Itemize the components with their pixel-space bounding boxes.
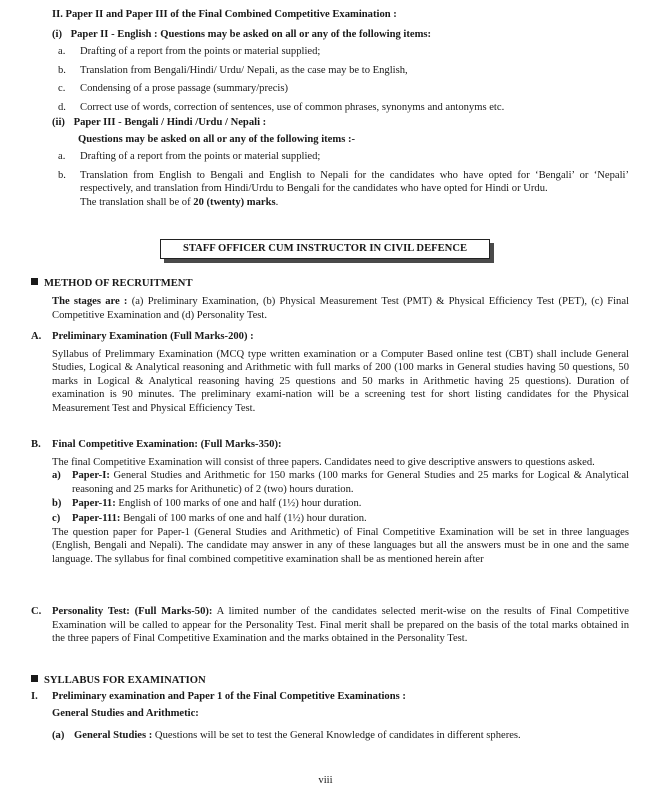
section-marker: A. bbox=[31, 331, 42, 342]
section-c bbox=[31, 605, 629, 646]
item-text: Drafting of a report from the points or material supplied; bbox=[80, 46, 321, 57]
section-a-heading bbox=[31, 330, 629, 344]
section-b bbox=[31, 438, 629, 566]
item-text: Translation from Bengali/Hindi/ Urdu/ Nepali, as the case may be to English, bbox=[80, 64, 408, 76]
section-b-heading bbox=[31, 438, 629, 452]
list-item bbox=[58, 101, 629, 115]
general-studies-body: Questions will be set to test the General Knowledge of candidates in different spheres. bbox=[152, 730, 521, 741]
paper3-heading bbox=[52, 116, 629, 130]
marks-post: . bbox=[275, 196, 279, 208]
syllabus-i-sub: General Studies and Arithmetic: bbox=[52, 707, 199, 719]
section-marker: B. bbox=[31, 439, 41, 450]
item-marker: (i) bbox=[52, 29, 62, 40]
general-studies-label: General Studies : bbox=[74, 730, 153, 741]
general-studies-text bbox=[52, 729, 629, 743]
item-marker: (ii) bbox=[52, 117, 65, 128]
paper3-heading-text: Paper III - Bengali / Hindi /Urdu / Nepali : bbox=[73, 117, 267, 128]
marks-pre: The translation shall be of bbox=[80, 196, 194, 208]
paper2-english-heading bbox=[52, 28, 629, 42]
section-c-body: A limited number of the candidates selected merit-wise on the results of Final Competitive Examination will be called to appear for the Personality Test. Final merit shall be prepared on the basis of the total marks obtained in the three papers of Final Competitive Examination and the marks obtained in the Personality Test. bbox=[52, 606, 629, 645]
section-a-heading-text: Preliminary Examination (Full Marks-200) : bbox=[52, 331, 254, 342]
paper-item bbox=[31, 469, 629, 496]
bengali-items-list bbox=[58, 150, 629, 209]
section-a-text: Syllabus of Prelimmary Examination (MCQ type written examination or a Computer Based online test (CBT) shall include General Studies, Logical & Analytical reasoning and Arithmetic with full marks of 200 (100 marks in General studies having 50 questions, 50 marks in Logical & Analytical reasoning having 25 questions and 50 marks in Arithmetic having 25 questions). Duration of examination is 90 minutes. The preliminary exami-nation will be a screening test for short listing candidates for the Physical Measurement Test and Physical Efficiency Test. bbox=[52, 348, 629, 414]
paper-text: Bengali of 100 marks of one and half (1½) hour duration. bbox=[120, 512, 367, 524]
paper-text: General Studies and Arithmetic for 150 marks (100 marks for General Studies and 25 marks for Logical & Analytical reasoning and 25 marks for Arithunetic) of 2 (two) hours duration. bbox=[72, 470, 629, 495]
paper-item bbox=[31, 512, 629, 526]
banner-title: STAFF OFFICER CUM INSTRUCTOR IN CIVIL DEFENCE bbox=[160, 239, 490, 259]
item-text: Condensing of a prose passage (summary/precis) bbox=[80, 83, 288, 95]
syllabus-heading-text: SYLLABUS FOR EXAMINATION bbox=[44, 675, 206, 686]
section-banner bbox=[160, 239, 492, 261]
syllabus-i-heading-text: Preliminary examination and Paper 1 of the Final Competitive Examinations : bbox=[52, 691, 406, 702]
list-item bbox=[58, 150, 629, 164]
item-marker: a. bbox=[58, 46, 66, 57]
paper-label: Paper-I: bbox=[72, 470, 110, 482]
list-item bbox=[58, 82, 629, 96]
section-c-label: Personality Test: (Full Marks-50): bbox=[52, 606, 213, 617]
list-item bbox=[58, 45, 629, 59]
section-b-intro: The final Competitive Examination will consist of three papers. Candidates need to give descriptive answers to questions asked. bbox=[52, 456, 595, 468]
section-c-text bbox=[31, 605, 629, 646]
recruitment-stages bbox=[52, 295, 629, 322]
paper-marker: b) bbox=[52, 498, 62, 510]
paper-marker: c) bbox=[52, 512, 61, 524]
item-marker: c. bbox=[58, 83, 66, 95]
marks-value: 20 (twenty) marks bbox=[193, 196, 276, 208]
section-a bbox=[31, 330, 629, 416]
syllabus-section-i bbox=[31, 690, 629, 720]
item-marker: b. bbox=[58, 64, 66, 76]
section-marker: I. bbox=[31, 691, 38, 702]
general-studies-item bbox=[52, 729, 629, 743]
recruitment-heading-text: METHOD OF RECRUITMENT bbox=[44, 278, 193, 289]
section-marker: C. bbox=[31, 606, 42, 617]
bullet-square-icon bbox=[31, 278, 38, 285]
item-marker: a. bbox=[58, 151, 66, 162]
syllabus-i-heading bbox=[31, 690, 629, 704]
item-text: Translation from English to Bengali and English to Nepali for the candidates who have opted for ‘Bengali’ or ‘Nepali’ respectively, and translation from Hindi/Urdu to Bengali for the candidates who have opted for Hindi or Urdu. bbox=[80, 169, 629, 195]
item-marker: d. bbox=[58, 101, 66, 113]
item-text: Correct use of words, correction of sentences, use of common phrases, synonyms and antonyms etc. bbox=[80, 101, 505, 113]
paper3-subheading: Questions may be asked on all or any of the following items :- bbox=[78, 134, 356, 145]
translation-marks bbox=[58, 196, 629, 210]
list-item bbox=[58, 64, 629, 78]
section-b-heading-text: Final Competitive Examination: (Full Marks-350): bbox=[52, 439, 282, 450]
syllabus-heading bbox=[31, 674, 629, 688]
recruitment-heading bbox=[31, 277, 629, 291]
item-marker: (a) bbox=[52, 730, 65, 741]
stages-text: (a) Preliminary Examination, (b) Physical Measurement Test (PMT) & Physical Efficiency Test (PET), (c) Final Competitive Examination and (d) Personality Test. bbox=[52, 296, 629, 321]
section-b-closing: The question paper for Paper-1 (General Studies and Arithmetic) of Final Competitive Examination will be set in three languages (English, Bengali and Nepali). The candidate may answer in any of these languages but all the answers must be in one and the same language. The syllabus for final combined competitive examination shall be as mentioned herein after bbox=[52, 526, 629, 565]
item-text: Drafting of a report from the points or material supplied; bbox=[80, 151, 321, 162]
paper-marker: a) bbox=[52, 470, 61, 482]
english-items-list bbox=[58, 45, 629, 114]
list-item bbox=[58, 169, 629, 196]
paper-text: English of 100 marks of one and half (1½) hour duration. bbox=[115, 498, 362, 510]
paper2-heading: II. Paper II and Paper III of the Final Combined Competitive Examination : bbox=[52, 9, 397, 20]
item-marker: b. bbox=[58, 169, 66, 181]
english-heading-text: Paper II - English : Questions may be asked on all or any of the following items: bbox=[70, 29, 432, 40]
paper-label: Paper-11: bbox=[72, 498, 116, 510]
page-number: viii bbox=[318, 775, 333, 786]
paper-item bbox=[31, 497, 629, 511]
stages-label: The stages are : bbox=[52, 296, 128, 307]
bullet-square-icon bbox=[31, 675, 38, 682]
paper-label: Paper-111: bbox=[72, 512, 121, 524]
